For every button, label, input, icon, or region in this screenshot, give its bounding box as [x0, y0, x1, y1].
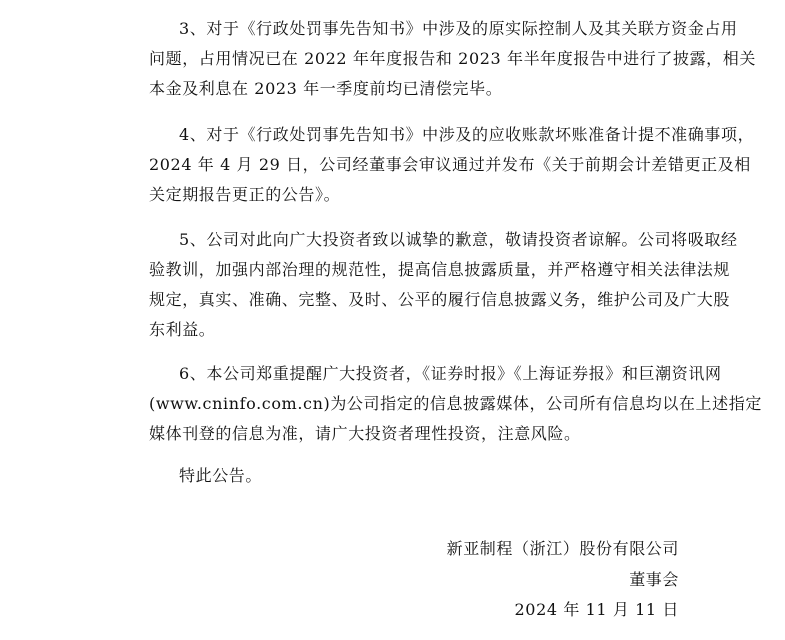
signature-date: 2024 年 11 月 11 日 [514, 600, 679, 619]
paragraph-item-6 [117, 359, 762, 449]
text-line: 东利益。 [149, 320, 216, 339]
text-line: 2024 年 4 月 29 日，公司经董事会审议通过并发布《关于前期会计差错更正及相 [149, 155, 751, 174]
text-line: 6、本公司郑重提醒广大投资者，《证券时报》《上海证券报》和巨潮资讯网 [179, 364, 722, 383]
signature-board: 董事会 [629, 570, 679, 589]
signature-company: 新亚制程（浙江）股份有限公司 [446, 539, 679, 558]
text-line: 4、对于《行政处罚事先告知书》中涉及的应收账款坏账准备计提不准确事项， [179, 125, 755, 144]
text-line: 3、对于《行政处罚事先告知书》中涉及的原实际控制人及其关联方资金占用 [179, 19, 738, 38]
text-line: 验教训，加强内部治理的规范性，提高信息披露质量，并严格遵守相关法律法规 [149, 260, 731, 279]
text-line: 特此公告。 [179, 466, 263, 485]
text-line: 本金及利息在 2023 年一季度前均已清偿完毕。 [149, 79, 503, 98]
text-line: 5、公司对此向广大投资者致以诚挚的歉意，敬请投资者谅解。公司将吸取经 [179, 230, 738, 249]
text-line: (www.cninfo.com.cn)为公司指定的信息披露媒体，公司所有信息均以在上述指定 [149, 394, 762, 413]
text-line: 问题，占用情况已在 2022 年年度报告和 2023 年半年度报告中进行了披露，相关 [149, 49, 756, 68]
paragraph-item-4 [117, 120, 755, 210]
text-line: 规定，真实、准确、完整、及时、公平的履行信息披露义务，维护公司及广大股 [149, 290, 731, 309]
paragraph-item-5 [117, 225, 738, 345]
paragraph-item-3 [117, 14, 756, 104]
text-line: 关定期报告更正的公告》。 [149, 185, 341, 204]
text-line: 媒体刊登的信息为准，请广大投资者理性投资，注意风险。 [149, 424, 581, 443]
closing-statement [117, 461, 679, 491]
